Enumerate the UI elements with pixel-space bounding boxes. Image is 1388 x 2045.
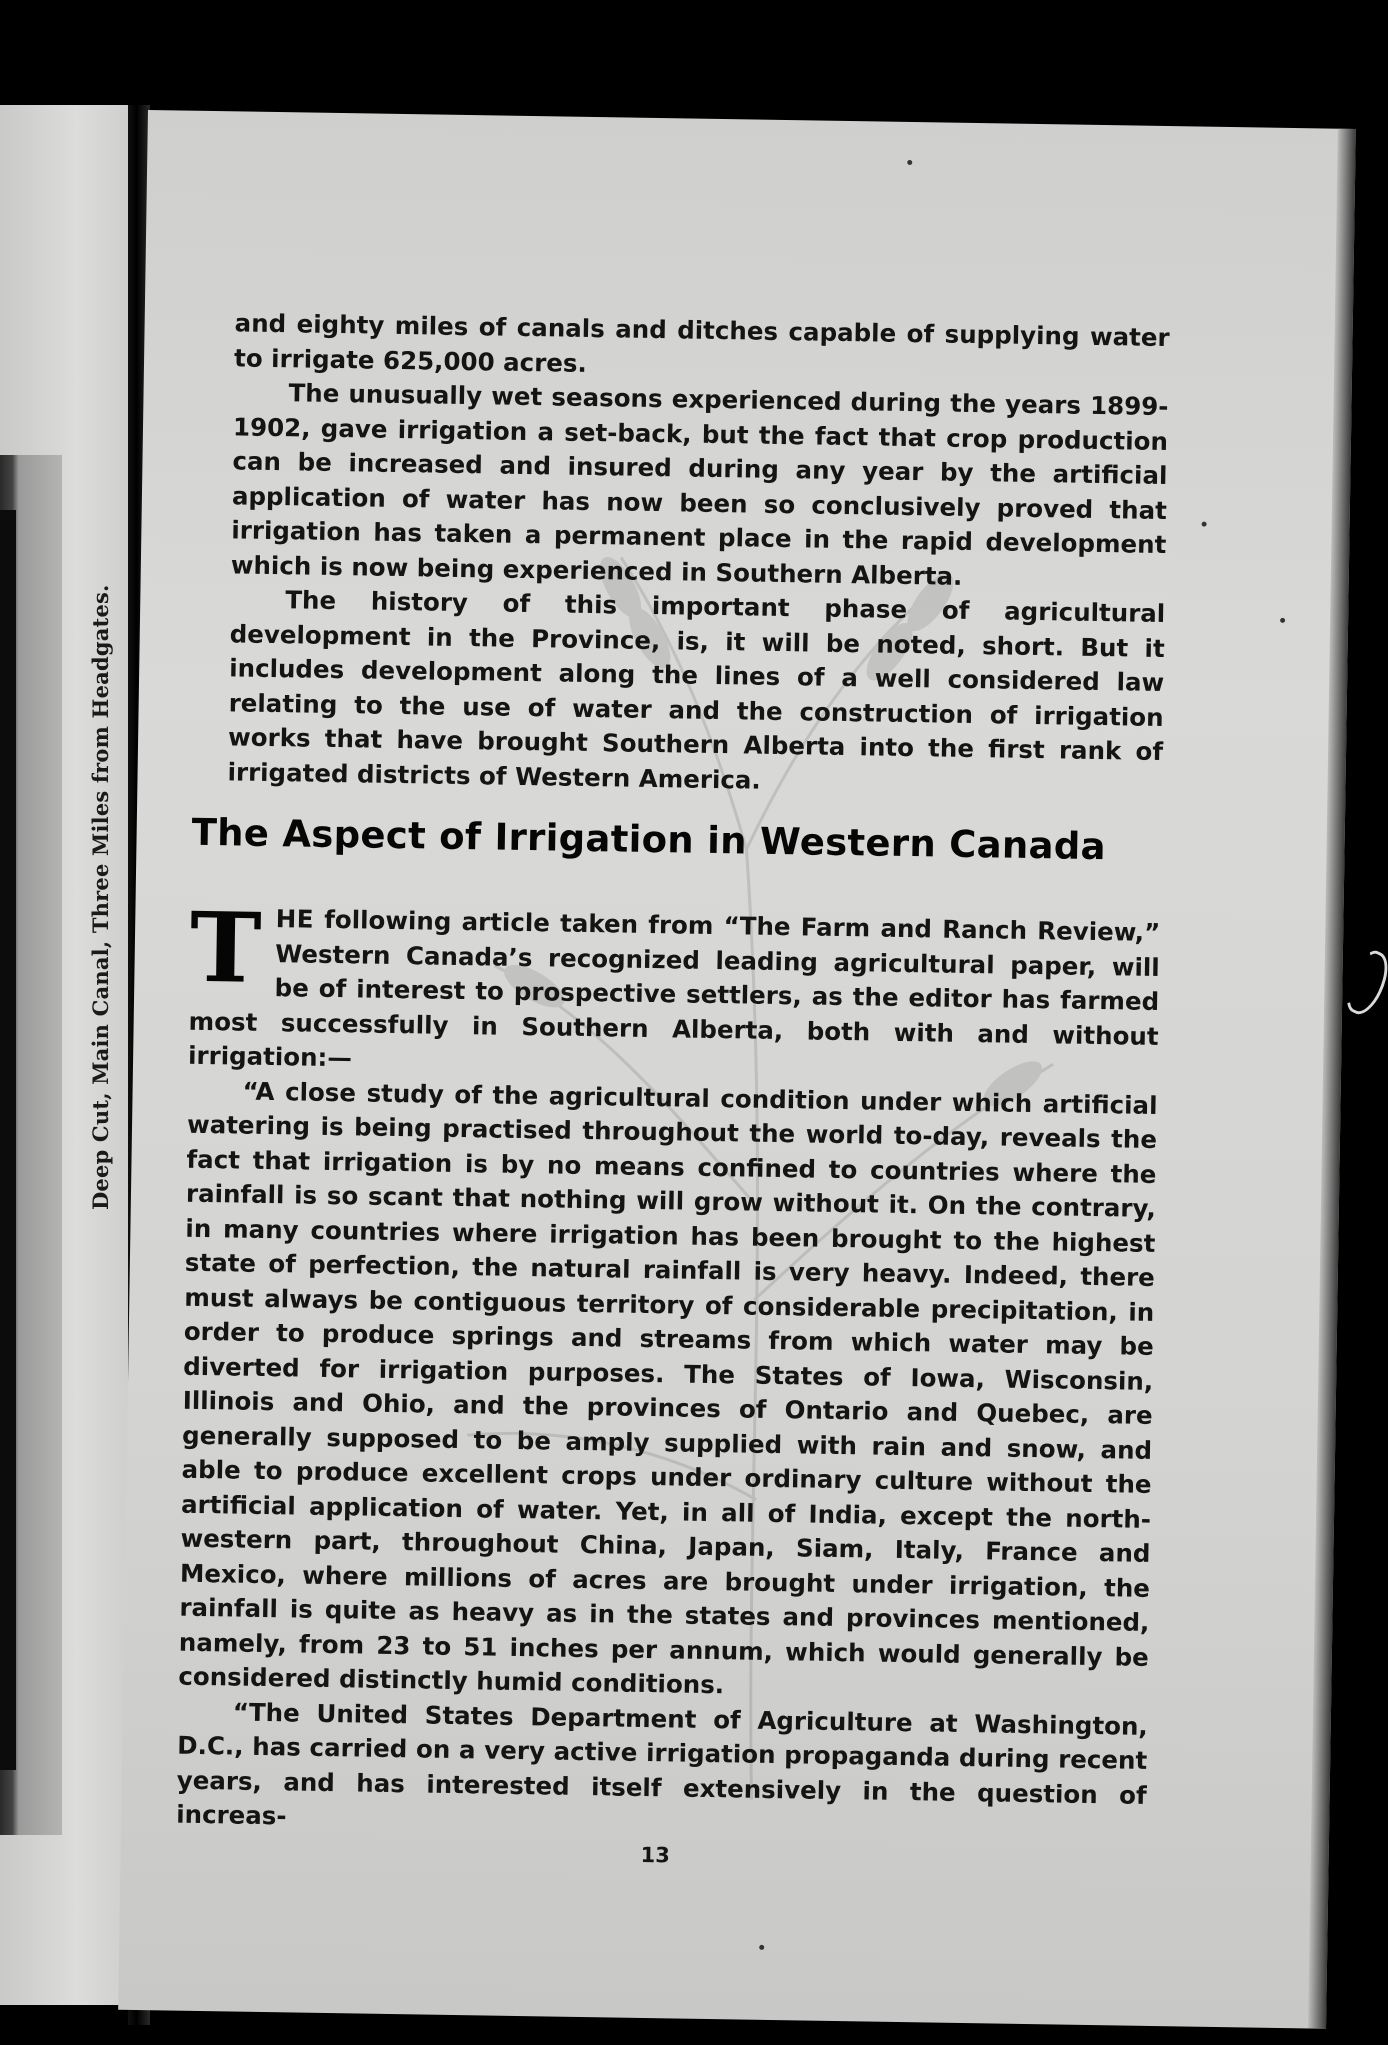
article-intro-paragraph bbox=[187, 890, 1161, 1089]
first-paragraph-text: following article taken from “The Farm and Ranch Review,” Western Canada’s recognized leading agricultural paper, will be of interest to prospective settlers, as the editor has farmed most successfully in Southern Alberta, both with and without irrigation:— bbox=[187, 904, 1161, 1073]
page-edge bbox=[1308, 129, 1356, 2029]
ink-speck bbox=[1280, 618, 1285, 623]
page-number: 13 bbox=[640, 1842, 671, 1868]
ink-speck bbox=[1202, 522, 1207, 527]
article-paragraph: “A close study of the agricultural condition under which artificial watering is being practised throughout the world to-day, reveals the fact that irrigation is by no means confined to countries where the rainfall is so scant that nothing will grow without it. On the contrary, in many countries where irrigation has been brought to the highest state of perfection, the natural rainfall is very heavy. Indeed, there must always be contiguous territory of considerable precipitation, in order to produce springs and streams from which water may be diverted for irrigation purposes. The States of Iowa, Wisconsin, Illinois and Ohio, and the provinces of Ontario and Quebec, are generally supposed to be amply supplied with rain and snow, and able to produce excellent crops under ordinary culture without the artificial application of water. Yet, in all of India, except the north-western part, throughout China, Japan, Siam, Italy, France and Mexico, where millions of acres are brought under irrigation, the rainfall is quite as heavy as in the states and provinces mentioned, namely, from 23 to 51 inches per annum, which would generally be considered distinctly humid conditions. bbox=[178, 1076, 1158, 1700]
intro-paragraph: The history of this important phase of agricultural development in the Province, is, it will be noted, short. But it includes development along the lines of a well considered law relating to the use of water and the construction of irrigation works that have brought Southern Alberta into the first rank of irrigated districts of Western America. bbox=[227, 585, 1166, 795]
article-body bbox=[176, 890, 1161, 1848]
intro-text bbox=[227, 306, 1169, 804]
book-page bbox=[118, 110, 1356, 2029]
intro-paragraph: The unusually wet seasons experienced during the years 1899-1902, gave irrigation a set-back, but the fact that crop production can be increased and insured during any year by the artificial application of water has now been so conclusively proved that irrigation has taken a permanent place in the rapid development which is now being experienced in Southern Alberta. bbox=[230, 378, 1169, 591]
photo-caption: Deep Cut, Main Canal, Three Miles from Headgates. bbox=[88, 584, 113, 1210]
article-heading: The Aspect of Irrigation in Western Canada bbox=[191, 810, 1107, 869]
margin-mark bbox=[1340, 946, 1388, 1019]
first-word: HE bbox=[275, 904, 315, 934]
article-paragraph: “The United States Department of Agriculture at Washington, D.C., has carried on a very active irrigation propaganda during recent years, and has interested itself extensively in the question of increas- bbox=[176, 1697, 1148, 1831]
facing-page-photo-shadow bbox=[0, 510, 16, 1770]
ink-speck bbox=[759, 1945, 764, 1950]
drop-cap: T bbox=[188, 890, 263, 1005]
intro-paragraph: and eighty miles of canals and ditches capable of supplying water to irrigate 625,000 acres. bbox=[233, 308, 1170, 378]
facing-page bbox=[0, 105, 128, 2005]
ink-speck bbox=[907, 160, 912, 165]
